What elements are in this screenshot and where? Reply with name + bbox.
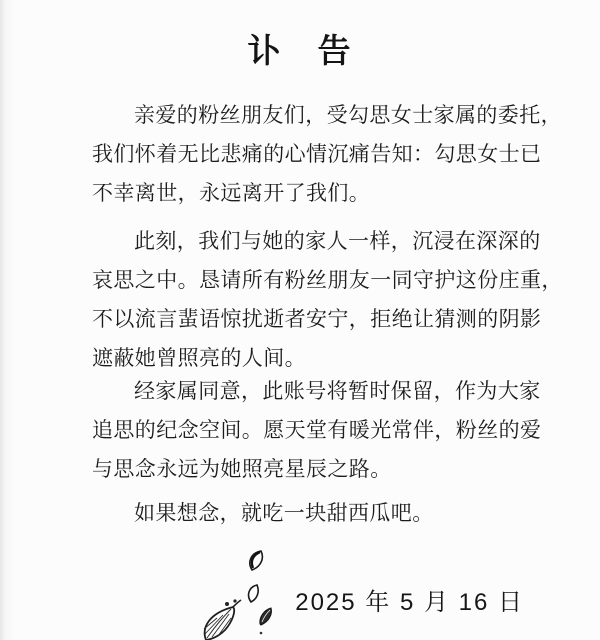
paragraph-3-line-3: 与思念永远为她照亮星辰之路。 bbox=[92, 457, 392, 481]
paragraph-3 bbox=[92, 372, 562, 489]
paragraph-1-line-3: 不幸离世，永远离开了我们。 bbox=[92, 181, 371, 205]
paragraph-2-line-4: 遮蔽她曾照亮的人间。 bbox=[92, 346, 306, 370]
paragraph-2-line-1: 此刻，我们与她的家人一样，沉浸在深深的 bbox=[134, 229, 541, 253]
falling-leaves-sketch-icon bbox=[190, 546, 294, 640]
paragraph-2 bbox=[92, 222, 562, 378]
paragraph-1-line-1: 亲爱的粉丝朋友们，受勾思女士家属的委托， bbox=[134, 103, 562, 127]
paragraph-1 bbox=[92, 96, 562, 213]
paragraph-3-line-1: 经家属同意，此账号将暂时保留，作为大家 bbox=[134, 379, 541, 403]
paragraph-1-line-2: 我们怀着无比悲痛的心情沉痛告知：勾思女士已 bbox=[92, 142, 542, 166]
paragraph-2-line-2: 哀思之中。恳请所有粉丝朋友一同守护这份庄重， bbox=[92, 268, 563, 292]
date-line: 2025 年 5 月 16 日 bbox=[295, 589, 524, 616]
paragraph-4 bbox=[92, 494, 562, 533]
paragraph-4-line-1: 如果想念，就吃一块甜西瓜吧。 bbox=[134, 501, 434, 525]
paragraph-3-line-2: 追思的纪念空间。愿天堂有暖光常伴，粉丝的爱 bbox=[92, 418, 542, 442]
paragraph-2-line-3: 不以流言蜚语惊扰逝者安宁，拒绝让猜测的阴影 bbox=[92, 307, 542, 331]
page-title: 讣 告 bbox=[247, 34, 353, 70]
